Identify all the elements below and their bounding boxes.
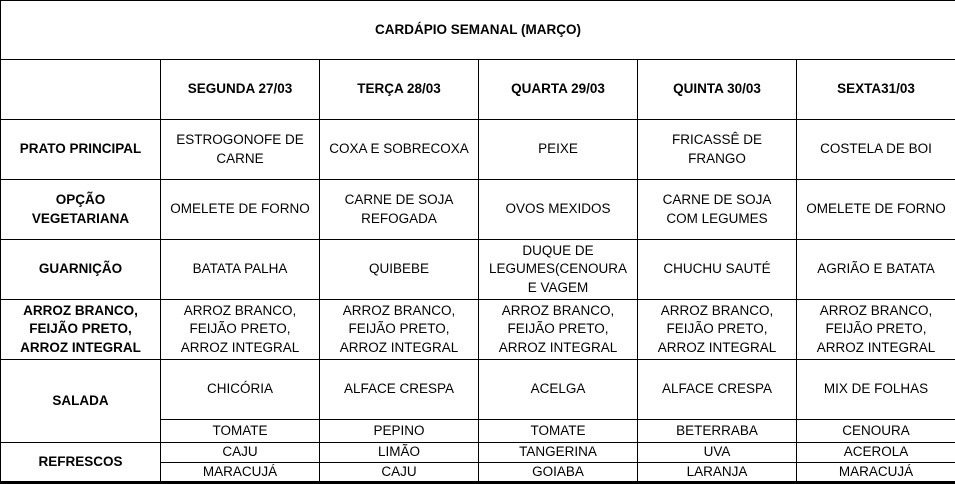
- title-row: [1, 1, 955, 60]
- row-guarnicao: [1, 240, 955, 300]
- menu-cell: DUQUE DE LEGUMES(CENOURA E VAGEM: [479, 240, 638, 300]
- menu-cell: LARANJA: [638, 463, 797, 483]
- menu-cell: COSTELA DE BOI: [797, 120, 955, 180]
- menu-cell: PEPINO: [320, 420, 479, 443]
- menu-cell: ARROZ BRANCO, FEIJÃO PRETO, ARROZ INTEGRAL: [320, 300, 479, 360]
- menu-cell: CARNE DE SOJA COM LEGUMES: [638, 180, 797, 240]
- menu-cell: TANGERINA: [479, 443, 638, 463]
- menu-cell: ARROZ BRANCO, FEIJÃO PRETO, ARROZ INTEGRAL: [161, 300, 320, 360]
- col-header-quinta: QUINTA 30/03: [638, 60, 797, 120]
- row-prato-principal: [1, 120, 955, 180]
- menu-cell: OMELETE DE FORNO: [797, 180, 955, 240]
- menu-cell: OVOS MEXIDOS: [479, 180, 638, 240]
- col-header-segunda: SEGUNDA 27/03: [161, 60, 320, 120]
- menu-cell: FRICASSÊ DE FRANGO: [638, 120, 797, 180]
- row-label-refrescos: REFRESCOS: [1, 443, 161, 483]
- menu-cell: CARNE DE SOJA REFOGADA: [320, 180, 479, 240]
- menu-cell: GOIABA: [479, 463, 638, 483]
- menu-cell: CHICÓRIA: [161, 360, 320, 420]
- menu-cell: QUIBEBE: [320, 240, 479, 300]
- menu-cell: UVA: [638, 443, 797, 463]
- menu-cell: TOMATE: [479, 420, 638, 443]
- menu-cell: ARROZ BRANCO, FEIJÃO PRETO, ARROZ INTEGRAL: [479, 300, 638, 360]
- menu-cell: PEIXE: [479, 120, 638, 180]
- row-opcao-vegetariana: [1, 180, 955, 240]
- table-title: CARDÁPIO SEMANAL (MARÇO): [1, 1, 955, 60]
- row-label-guarnicao: GUARNIÇÃO: [1, 240, 161, 300]
- row-arroz-feijao: [1, 300, 955, 360]
- menu-cell: CAJU: [161, 443, 320, 463]
- col-header-quarta: QUARTA 29/03: [479, 60, 638, 120]
- menu-cell: BETERRABA: [638, 420, 797, 443]
- col-header-sexta: SEXTA31/03: [797, 60, 955, 120]
- menu-cell: COXA E SOBRECOXA: [320, 120, 479, 180]
- menu-cell: MARACUJÁ: [161, 463, 320, 483]
- row-label-arroz-feijao: ARROZ BRANCO, FEIJÃO PRETO, ARROZ INTEGRAL: [1, 300, 161, 360]
- menu-cell: ESTROGONOFE DE CARNE: [161, 120, 320, 180]
- menu-cell: CAJU: [320, 463, 479, 483]
- row-label-salada: SALADA: [1, 360, 161, 443]
- menu-cell: TOMATE: [161, 420, 320, 443]
- row-refrescos-1: [1, 443, 955, 463]
- col-header-terca: TERÇA 28/03: [320, 60, 479, 120]
- corner-cell: [1, 60, 161, 120]
- menu-cell: ALFACE CRESPA: [638, 360, 797, 420]
- menu-cell: ACELGA: [479, 360, 638, 420]
- menu-cell: MIX DE FOLHAS: [797, 360, 955, 420]
- row-salada-folhas: [1, 360, 955, 420]
- menu-cell: ARROZ BRANCO, FEIJÃO PRETO, ARROZ INTEGRAL: [797, 300, 955, 360]
- menu-cell: ARROZ BRANCO, FEIJÃO PRETO, ARROZ INTEGRAL: [638, 300, 797, 360]
- menu-cell: BATATA PALHA: [161, 240, 320, 300]
- menu-cell: OMELETE DE FORNO: [161, 180, 320, 240]
- menu-cell: CENOURA: [797, 420, 955, 443]
- menu-cell: AGRIÃO E BATATA: [797, 240, 955, 300]
- row-label-opcao-vegetariana: OPÇÃO VEGETARIANA: [1, 180, 161, 240]
- menu-cell: ACEROLA: [797, 443, 955, 463]
- menu-cell: ALFACE CRESPA: [320, 360, 479, 420]
- day-header-row: [1, 60, 955, 120]
- row-label-prato-principal: PRATO PRINCIPAL: [1, 120, 161, 180]
- menu-cell: MARACUJÁ: [797, 463, 955, 483]
- menu-cell: LIMÃO: [320, 443, 479, 463]
- menu-cell: CHUCHU SAUTÉ: [638, 240, 797, 300]
